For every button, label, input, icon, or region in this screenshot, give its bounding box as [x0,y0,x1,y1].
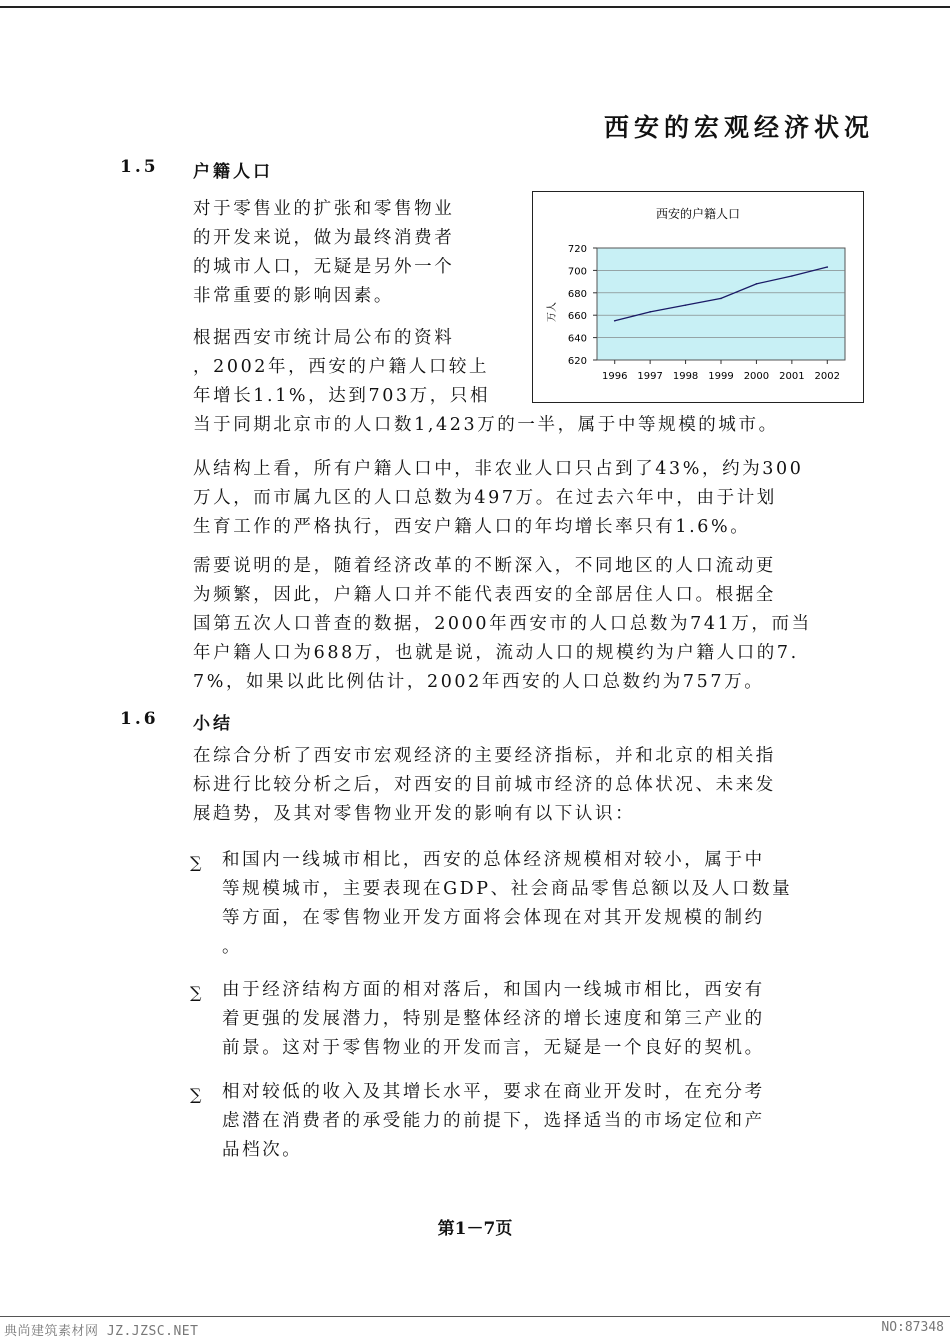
text-line: 年增长1.1%，达到703万，只相 [193,386,491,406]
text-line: 品档次。 [222,1140,303,1160]
text-line: 标进行比较分析之后，对西安的目前城市经济的总体状况、未来发 [193,775,776,795]
section-title: 小结 [193,714,233,734]
data-point [826,266,828,268]
text-line: 的城市人口，无疑是另外一个 [193,257,455,277]
paragraph-structure [193,455,873,542]
top-rule [0,6,950,8]
text-line: 等规模城市，主要表现在GDP、社会商品零售总额以及人口数量 [222,879,793,899]
text-line: 在综合分析了西安市宏观经济的主要经济指标，并和北京的相关指 [193,746,776,766]
bullet-item-income [222,1078,852,1165]
text-line: 7%，如果以此比例估计，2002年西安的人口总数约为757万。 [193,672,765,692]
sigma-bullet-icon: ∑ [190,983,202,1002]
y-tick-label: 620 [567,356,587,367]
text-line: 虑潜在消费者的承受能力的前提下，选择适当的市场定位和产 [222,1111,765,1131]
data-point [756,283,758,285]
bullet-item-potential [222,976,852,1063]
y-tick-label: 700 [567,266,587,278]
section-number: 1.6 [120,709,159,729]
text-line: 的开发来说，做为最终消费者 [193,228,455,248]
text-line: 非常重要的影响因素。 [193,286,394,306]
paragraph-summary-intro [193,742,873,829]
text-line: ，2002年，西安的户籍人口较上 [193,357,490,377]
data-point [649,311,651,313]
bottom-rule [0,1316,950,1317]
text-line: 相对较低的收入及其增长水平，要求在商业开发时，在充分考 [222,1082,765,1102]
section-title: 户籍人口 [193,162,273,182]
text-line: 和国内一线城市相比，西安的总体经济规模相对较小，属于中 [222,850,765,870]
section-number: 1.5 [120,157,159,177]
line-chart-svg [533,192,863,402]
x-tick-label: 1998 [672,371,699,382]
population-chart [532,191,864,403]
sigma-bullet-icon: ∑ [190,1085,202,1104]
y-tick-label: 640 [567,333,587,345]
text-line: 需要说明的是，随着经济改革的不断深入，不同地区的人口流动更 [193,556,776,576]
bullet-item-scale [222,846,852,962]
text-line: 为频繁，因此，户籍人口并不能代表西安的全部居住人口。根据全 [193,585,776,605]
text-line: 国第五次人口普查的数据，2000年西安市的人口总数为741万，而当 [193,614,812,634]
text-line: 前景。这对于零售物业的开发而言，无疑是一个良好的契机。 [222,1038,765,1058]
x-tick-label: 1997 [637,371,663,382]
text-line: 根据西安市统计局公布的资料 [193,328,455,348]
data-point [720,298,722,300]
x-tick-label: 2000 [743,371,770,382]
text-line: 当于同期北京市的人口数1,423万的一半，属于中等规模的城市。 [193,415,779,435]
paragraph-floating-population [193,552,873,697]
text-line: 等方面，在零售物业开发方面将会体现在对其开发规模的制约 [222,908,765,928]
y-tick-label: 680 [567,288,587,300]
data-point [685,304,687,306]
watermark-left: 典尚建筑素材网 JZ.JZSC.NET [4,1324,199,1339]
sigma-bullet-icon: ∑ [190,853,202,872]
chart-title: 西安的户籍人口 [655,207,741,221]
text-line: 。 [222,937,243,957]
watermark-right: NO:87348 [881,1320,944,1335]
y-tick-label: 720 [567,244,587,255]
data-point [614,320,616,322]
x-tick-label: 2002 [814,371,841,382]
text-line: 万人，而市属九区的人口总数为497万。在过去六年中，由于计划 [193,488,777,508]
x-tick-label: 1999 [708,371,734,382]
text-line: 从结构上看，所有户籍人口中，非农业人口只占到了43%，约为300 [193,459,804,479]
page-number: 第1－7页 [437,1219,513,1239]
y-axis-label: 万人 [547,302,558,322]
text-line: 生育工作的严格执行，西安户籍人口的年均增长率只有1.6%。 [193,517,751,537]
text-line: 着更强的发展潜力，特别是整体经济的增长速度和第三产业的 [222,1009,765,1029]
plot-area [597,248,845,360]
page-title: 西安的宏观经济状况 [603,113,874,142]
text-line: 年户籍人口为688万，也就是说，流动人口的规模约为户籍人口的7. [193,643,799,663]
paragraph-intro [193,195,513,311]
x-tick-label: 1996 [601,371,628,382]
text-line: 对于零售业的扩张和零售物业 [193,199,455,219]
text-line: 由于经济结构方面的相对落后，和国内一线城市相比，西安有 [222,980,765,1000]
text-line: 展趋势，及其对零售物业开发的影响有以下认识： [193,804,636,824]
y-tick-label: 660 [567,311,587,323]
x-tick-label: 2001 [779,371,805,382]
data-point [791,275,793,277]
